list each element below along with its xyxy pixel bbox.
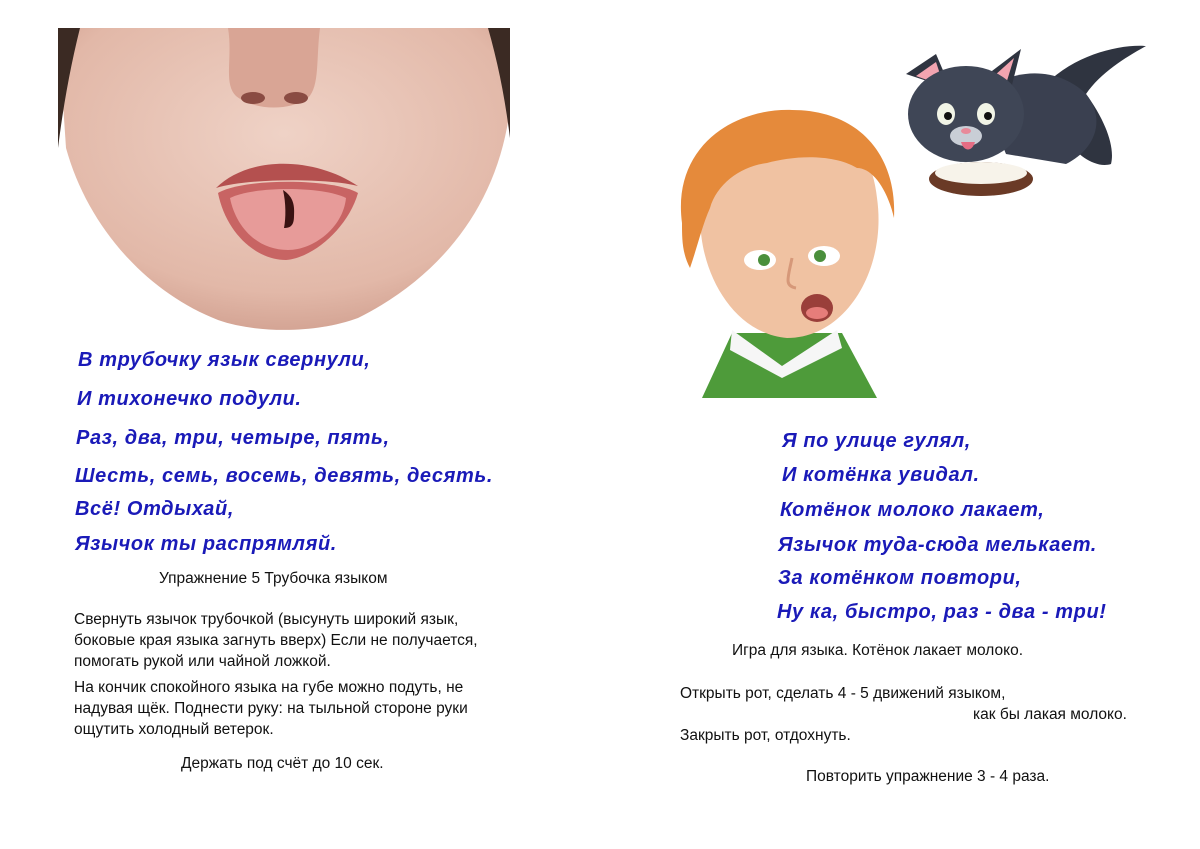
right-poem-line: И котёнка увидал. [782, 464, 980, 486]
left-poem-line: Всё! Отдыхай, [75, 498, 234, 520]
game-title: Игра для языка. Котёнок лакает молоко. [732, 642, 1023, 659]
step-2: Закрыть рот, отдохнуть. [680, 727, 851, 744]
right-poem-line: Котёнок молоко лакает, [780, 499, 1045, 521]
exercise-title: Упражнение 5 Трубочка языком [159, 570, 388, 587]
repeat-instruction: Повторить упражнение 3 - 4 раза. [806, 768, 1050, 785]
left-poem-line: Язычок ты распрямляй. [75, 533, 337, 555]
right-poem-line: Язычок туда-сюда мелькает. [778, 534, 1097, 556]
left-poem-line: В трубочку язык свернули, [78, 349, 371, 371]
left-poem-line: Раз, два, три, четыре, пять, [76, 427, 390, 449]
boy-illustration [672, 108, 898, 406]
right-poem-line: Я по улице гулял, [782, 430, 971, 452]
instruction-line: надувая щёк. Поднести руку: на тыльной стороне руки [74, 700, 468, 717]
instruction-line: боковые края языка загнуть вверх) Если не получается, [74, 632, 478, 649]
step-1-line-2: как бы лакая молоко. [973, 706, 1127, 723]
instruction-line: На кончик спокойного языка на губе можно подуть, не [74, 679, 464, 696]
right-poem-line: Ну ка, быстро, раз - два - три! [777, 601, 1107, 623]
instruction-line: помогать рукой или чайной ложкой. [74, 653, 331, 670]
instruction-line: ощутить холодный ветерок. [74, 721, 274, 738]
instruction-line: Свернуть язычок трубочкой (высунуть широкий язык, [74, 611, 459, 628]
face-tongue-illustration [58, 28, 510, 333]
left-poem-line: Шесть, семь, восемь, девять, десять. [75, 465, 493, 487]
left-poem-line: И тихонечко подули. [77, 388, 302, 410]
right-poem-line: За котёнком повтори, [778, 567, 1022, 589]
kitten-milk-illustration [896, 34, 1154, 204]
hold-instruction: Держать под счёт до 10 сек. [181, 755, 384, 772]
step-1-line-1: Открыть рот, сделать 4 - 5 движений языком, [680, 685, 1006, 702]
